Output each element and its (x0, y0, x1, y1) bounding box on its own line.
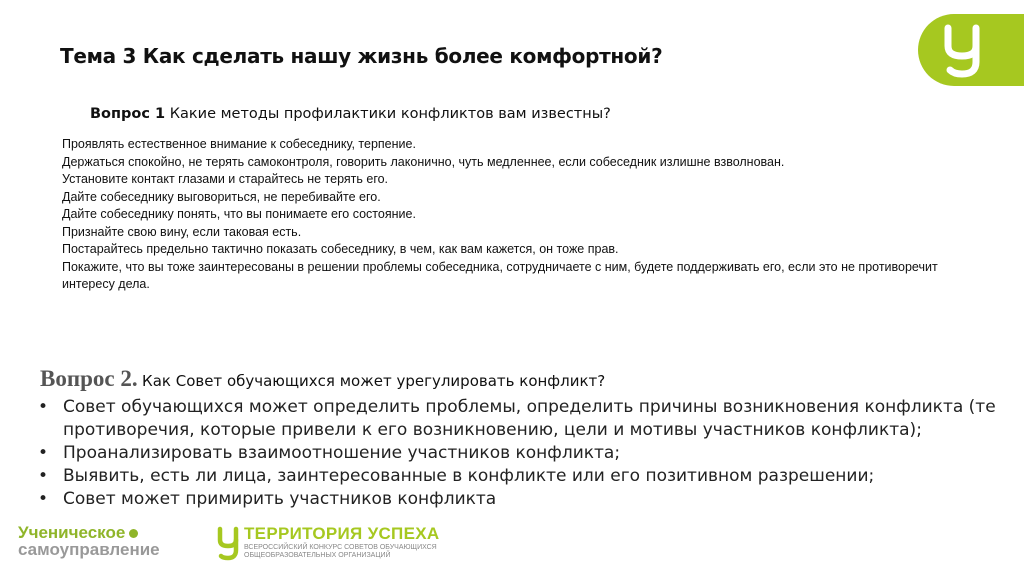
list-item: • Проанализировать взаимоотношение участников конфликта; (38, 443, 621, 463)
list-item: Постарайтесь предельно тактично показать собеседнику, в чем, как вам кажется, он тоже прав. (62, 242, 619, 256)
list-item: Установите контакт глазами и старайтесь не терять его. (62, 172, 389, 186)
list-item: Проявлять естественное внимание к собеседнику, терпение. (62, 137, 416, 151)
list-item: • Совет может примирить участников конфликта (38, 489, 497, 509)
footer-left-line2: самоуправление (18, 540, 160, 559)
list-item: Дайте собеседнику понять, что вы понимаете его состояние. (62, 207, 416, 221)
list-item: • Выявить, есть ли лица, заинтересованные в конфликте или его позитивном разрешении; (38, 466, 875, 486)
bullet-icon: • (38, 466, 49, 486)
bullet-icon: • (38, 443, 49, 463)
question-1-answers (62, 136, 982, 294)
bullet-icon: • (38, 397, 49, 417)
question-1-text: Какие методы профилактики конфликтов вам известны? (169, 106, 611, 122)
footer (0, 520, 1024, 576)
question-2-label: Вопрос 2. (40, 366, 138, 391)
footer-right-title: ТЕРРИТОРИЯ УСПЕХА (244, 524, 440, 543)
list-item: Признайте свою вину, если таковая есть. (62, 224, 302, 239)
list-item: • Совет обучающихся может определить проблемы, определить причины возникновения конфликта (те противоречия, которые привели к его возникновению, цели и мотивы участников конфликта); (38, 397, 996, 440)
bullet-icon: • (38, 489, 49, 509)
question-2-text: Как Совет обучающихся может урегулировать конфликт? (142, 372, 606, 390)
dot-icon (129, 529, 138, 538)
question-2 (40, 366, 605, 392)
y-logo-small-icon (216, 526, 240, 562)
y-logo-icon (940, 22, 984, 80)
footer-left-line1: Ученическое (18, 523, 126, 542)
list-item: Покажите, что вы тоже заинтересованы в решении проблемы собеседника, сотрудничаете с ним, будете поддерживать его, если это не противоречит интересу дела. (62, 259, 938, 291)
list-item: Дайте собеседнику выговориться, не перебивайте его. (62, 189, 381, 204)
list-item: Держаться спокойно, не терять самоконтроля, говорить лаконично, чуть медленнее, если собеседник излишне взволнован. (62, 154, 785, 169)
question-1-label: Вопрос 1 (90, 106, 166, 122)
question-2-answers (38, 396, 998, 511)
footer-right-subtitle: ВСЕРОССИЙСКИЙ КОНКУРС СОВЕТОВ ОБУЧАЮЩИХСЯ ОБЩЕОБРАЗОВАТЕЛЬНЫХ ОРГАНИЗАЦИЙ (244, 544, 437, 559)
question-1 (90, 106, 611, 122)
brand-logo (918, 14, 1024, 86)
slide-title: Тема 3 Как сделать нашу жизнь более комфортной? (60, 44, 663, 68)
footer-logo-left (18, 524, 160, 558)
